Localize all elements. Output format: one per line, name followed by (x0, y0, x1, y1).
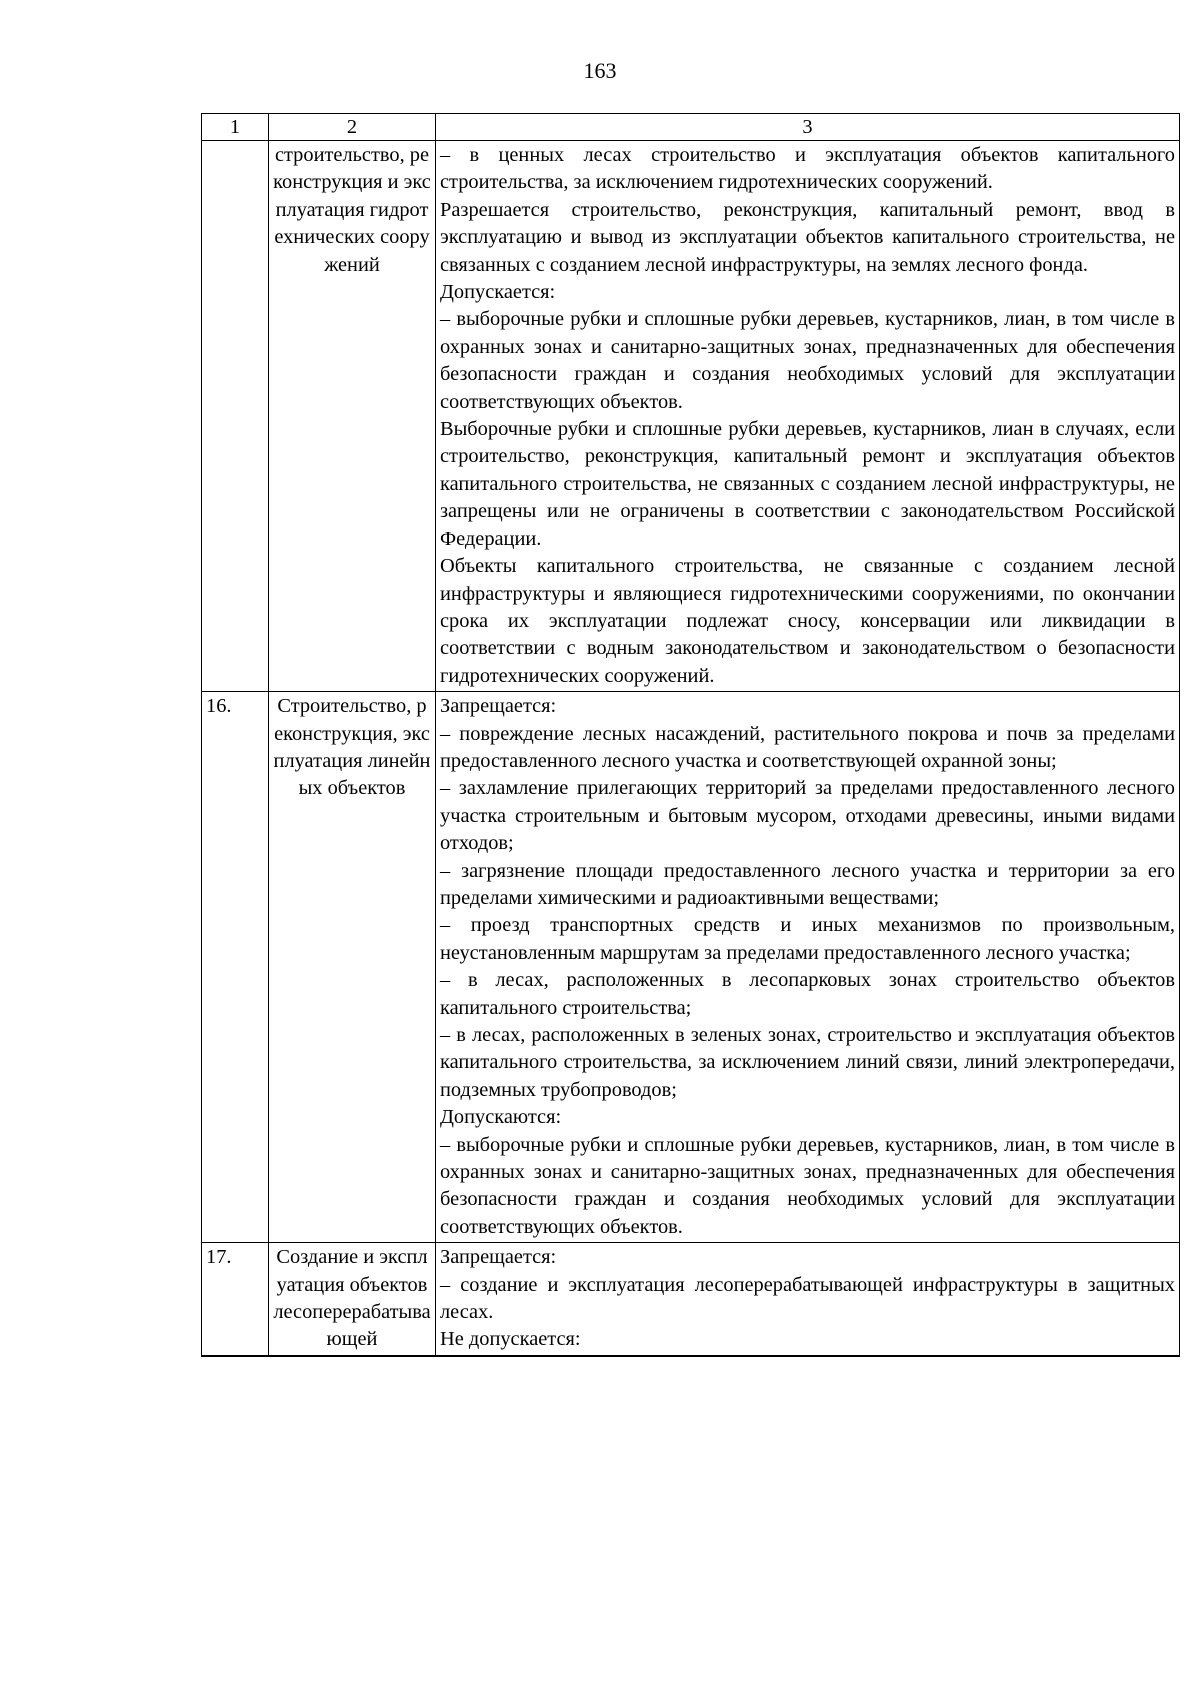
table-header-row (202, 114, 1180, 141)
row-content (436, 141, 1180, 692)
table-row (202, 141, 1180, 692)
paragraph: – в ценных лесах строительство и эксплуатация объектов капитального строительства, за исключением гидротехнических сооружений. (440, 144, 1175, 194)
header-cell: 3 (436, 114, 1180, 141)
paragraph: – создание и эксплуатация лесоперерабатывающей инфраструктуры в защитных лесах. (440, 1273, 1175, 1324)
paragraph: – в лесах, расположенных в лесопарковых зонах строительство объектов капитального строительства; (440, 969, 1175, 1019)
row-content (436, 1243, 1180, 1356)
paragraph: Выборочные рубки и сплошные рубки деревьев, кустарников, лиан в случаях, если строительство, реконструкция, капитальный ремонт и эксплуатация объектов капитального строительства, не связанных с созданием лесной инфраструктуры, не запрещены или не ограничены в соответствии с законодательством Российской Федерации. (440, 418, 1175, 550)
activity-name (269, 692, 436, 1243)
paragraph: Разрешается строительство, реконструкция, капитальный ремонт, ввод в эксплуатацию и вывод из эксплуатации объектов капитального строительства, не связанных с созданием лесной инфраструктуры, на землях лесного фонда. (440, 198, 1175, 276)
row-number (202, 141, 269, 692)
paragraph: – выборочные рубки и сплошные рубки деревьев, кустарников, лиан, в том числе в охранных зонах и санитарно-защитных зонах, предназначенных для обеспечения безопасности граждан и создания необходимых условий для эксплуатации соответствующих объектов. (440, 1133, 1175, 1238)
paragraph: – проезд транспортных средств и иных механизмов по произвольным, неустановленным маршрутам за пределами предоставленного лесного участка; (440, 914, 1175, 964)
header-cell: 1 (202, 114, 269, 141)
row-number: 17. (202, 1243, 269, 1356)
regulation-table (201, 113, 1180, 1357)
paragraph: Запрещается: (440, 695, 557, 718)
table-row (202, 692, 1180, 1243)
activity-name-text: Строительство, реконструкция, эксплуатация линейных объектов (273, 695, 431, 800)
paragraph: – захламление прилегающих территорий за пределами предоставленного лесного участка строительным и бытовым мусором, отходами древесины, иными видами отходов; (440, 777, 1175, 855)
paragraph: – повреждение лесных насаждений, растительного покрова и почв за пределами предоставленного лесного участка и соответствующей охранной зоны; (440, 722, 1175, 772)
header-cell: 2 (269, 114, 436, 141)
page-number: 163 (583, 58, 617, 83)
activity-name (269, 1243, 436, 1356)
paragraph: Запрещается: (440, 1246, 557, 1269)
table-row (202, 1243, 1180, 1356)
paragraph: Не допускается: (440, 1328, 581, 1351)
row-number: 16. (202, 692, 269, 1243)
paragraph: Объекты капитального строительства, не связанные с созданием лесной инфраструктуры и являющиеся гидротехническими сооружениями, по окончании срока их эксплуатации подлежат сносу, консервации или ликвидации в соответствии с водным законодательством и законодательством о безопасности гидротехнических сооружений. (440, 555, 1175, 687)
row-content (436, 692, 1180, 1243)
paragraph: – загрязнение площади предоставленного лесного участка и территории за его пределами химическими и радиоактивными веществами; (440, 859, 1175, 909)
paragraph: Допускается: (440, 281, 556, 304)
activity-name-text: строительство, реконструкция и эксплуатация гидротехнических сооружений (273, 144, 431, 276)
paragraph: Допускаются: (440, 1106, 562, 1129)
activity-name (269, 141, 436, 692)
paragraph: – выборочные рубки и сплошные рубки деревьев, кустарников, лиан, в том числе в охранных зонах и санитарно-защитных зонах, предназначенных для обеспечения безопасности граждан и создания необходимых условий для эксплуатации соответствующих объектов. (440, 308, 1175, 413)
activity-name-text: Создание и эксплуатация объектов лесоперерабатывающей (273, 1246, 431, 1351)
paragraph: – в лесах, расположенных в зеленых зонах, строительство и эксплуатация объектов капитального строительства, за исключением линий связи, линий электропередачи, подземных трубопроводов; (440, 1024, 1175, 1101)
